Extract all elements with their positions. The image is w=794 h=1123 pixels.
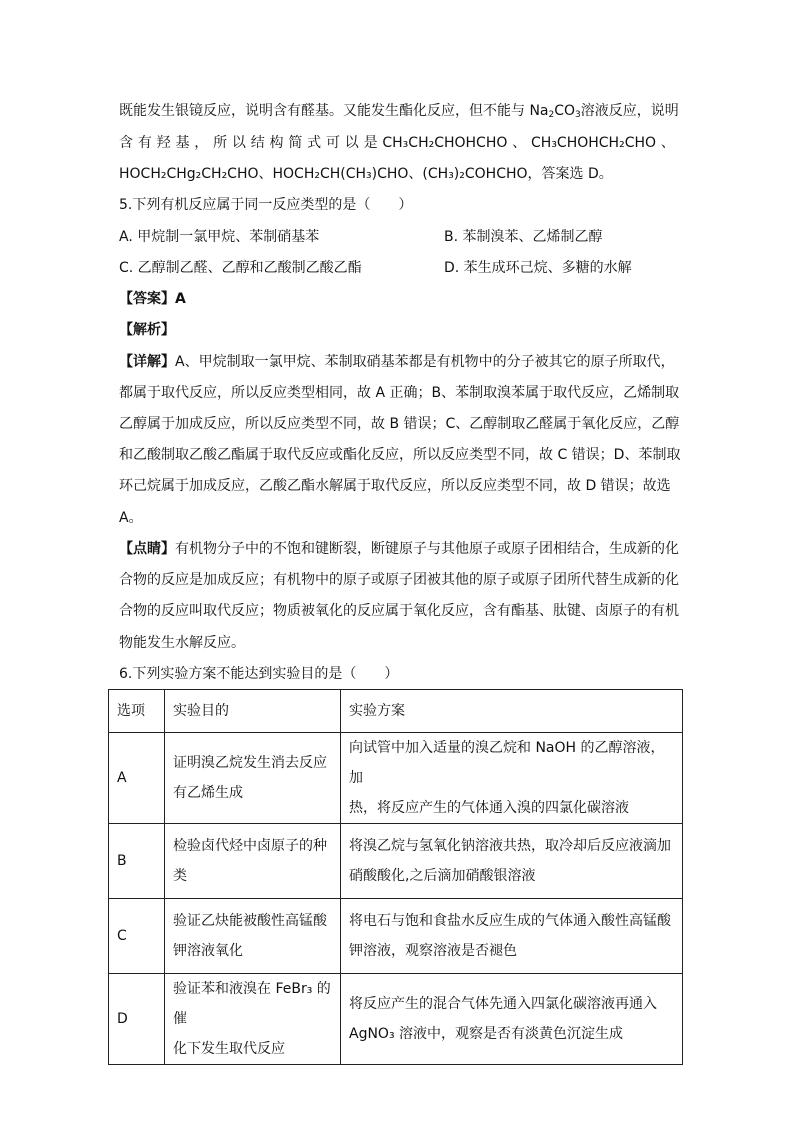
formula-1: CH₃CH₂CHOHCHO xyxy=(382,135,508,151)
q5-option-d: D. 苯生成环己烷、多糖的水解 xyxy=(444,260,632,276)
header-option: 选项 xyxy=(109,690,165,733)
table-row xyxy=(109,899,683,974)
detail-label: 【详解】 xyxy=(119,354,175,370)
q4-line-2-char: 含 xyxy=(119,135,133,151)
plan-line: 钾溶液，观察溶液是否褪色 xyxy=(349,943,517,959)
q4-line-2-char: 式 xyxy=(307,135,322,151)
purpose-line: 验证苯和液溴在 FeBr₃ 的催 xyxy=(173,981,331,1027)
q4-line-2-char: 所 xyxy=(213,135,228,151)
q4-line-2-char: 简 xyxy=(288,135,303,151)
q5-detail-line-2: 都属于取代反应，所以反应类型相同，故 A 正确；B、苯制取溴苯属于取代反应，乙烯制取 xyxy=(119,385,680,401)
plan-line: 硝酸酸化,之后滴加硝酸银溶液 xyxy=(349,868,536,884)
q5-detail-line-6: A。 xyxy=(119,510,143,526)
row-plan xyxy=(341,733,683,824)
q4-explanation-line-2 xyxy=(119,133,675,153)
table-row xyxy=(109,824,683,899)
row-plan xyxy=(341,899,683,974)
separator: 、 xyxy=(512,135,527,151)
plan-line: 热，将反应产生的气体通入溴的四氯化碳溶液 xyxy=(349,800,629,816)
table-row xyxy=(109,733,683,824)
q4-explanation-line-3: HOCH₂CHg₂CH₂CHO、HOCH₂CH(CH₃)CHO、(CH₃)₂COHCHO，答案选 D。 xyxy=(119,166,613,182)
row-plan xyxy=(341,974,683,1065)
q5-tip-line-2: 合物的反应是加成反应；有机物中的原子或原子团被其他的原子或原子团所代替生成新的化 xyxy=(119,572,679,588)
q5-tip-line-1 xyxy=(119,539,679,559)
q6-stem: 6.下列实验方案不能达到实验目的是（ ） xyxy=(119,666,399,682)
q5-detail-line-5: 环己烷属于加成反应，乙酸乙酯水解属于取代反应，所以反应类型不同，故 D 错误；故选 xyxy=(119,478,671,494)
tip-text: 有机物分子中的不饱和键断裂，断键原子与其他原子或原子团相结合，生成新的化 xyxy=(175,541,679,557)
q5-option-a: A. 甲烷制一氯甲烷、苯制硝基苯 xyxy=(119,229,320,245)
purpose-line: 检验卤代烃中卤原子的种 xyxy=(173,838,327,854)
q5-detail-line-3: 乙醇属于加成反应，所以反应类型不同，故 B 错误；C、乙醇制取乙醛属于氧化反应，乙醇 xyxy=(119,416,680,432)
formula-2: CH₃CHOHCH₂CHO xyxy=(531,135,657,151)
q4-line-2-char: 羟 xyxy=(156,135,171,151)
purpose-line: 证明溴乙烷发生消去反应 xyxy=(173,755,327,771)
purpose-line: 有乙烯生成 xyxy=(173,785,243,801)
tip-label: 【点睛】 xyxy=(119,541,175,557)
row-option: A xyxy=(109,733,165,824)
row-option: C xyxy=(109,899,165,974)
row-purpose xyxy=(165,899,341,974)
plan-line: 将反应产生的混合气体先通入四氯化碳溶液再通入 xyxy=(349,996,657,1012)
purpose-line: 钾溶液氧化 xyxy=(173,943,243,959)
q5-tip-line-3: 合物的反应叫取代反应；物质被氧化的反应属于氧化反应，含有酯基、肽键、卤原子的有机 xyxy=(119,603,679,619)
q4-line-2-char: 结 xyxy=(250,135,265,151)
purpose-line: 化下发生取代反应 xyxy=(173,1041,285,1057)
q4-line-1-text-c: 溶液反应，说明 xyxy=(580,103,679,119)
row-option: D xyxy=(109,974,165,1065)
q4-explanation-line-1: 既能发生银镜反应，说明含有醛基。又能发生酯化反应，但不能与 $Na_2CO_3$溶液反应，说明 xyxy=(119,103,679,120)
plan-line: 将电石与饱和食盐水反应生成的气体通入酸性高锰酸 xyxy=(349,913,671,929)
q4-line-2-char: 有 xyxy=(137,135,152,151)
q5-option-b: B. 苯制溴苯、乙烯制乙醇 xyxy=(444,229,603,245)
q4-line-1-text-b: CO xyxy=(554,103,576,119)
q4-line-2-char: 构 xyxy=(269,135,284,151)
plan-line: AgNO₃ 溶液中，观察是否有淡黄色沉淀生成 xyxy=(349,1026,624,1042)
q4-line-2-char: 以 xyxy=(344,135,359,151)
plan-line: 向试管中加入适量的溴乙烷和 NaOH 的乙醇溶液，加 xyxy=(349,740,665,786)
q4-line-2-char: ， xyxy=(194,135,209,151)
row-plan xyxy=(341,824,683,899)
q5-detail-line-1 xyxy=(119,352,675,372)
q5-tip-line-4: 物能发生水解反应。 xyxy=(119,635,245,651)
row-purpose xyxy=(165,733,341,824)
table-row xyxy=(109,974,683,1065)
q4-line-2-char: 基 xyxy=(175,135,190,151)
header-purpose: 实验目的 xyxy=(165,690,341,733)
q5-answer: 【答案】A xyxy=(119,291,186,307)
separator: 、 xyxy=(660,135,675,151)
header-plan: 实验方案 xyxy=(341,690,683,733)
plan-line: 将溴乙烷与氢氧化钠溶液共热，取冷却后反应液滴加 xyxy=(349,838,671,854)
purpose-line: 类 xyxy=(173,868,187,884)
row-purpose xyxy=(165,824,341,899)
q5-option-c: C. 乙醇制乙醛、乙醇和乙酸制乙酸乙酯 xyxy=(119,260,362,276)
detail-text: A、甲烷制取一氯甲烷、苯制取硝基苯都是有机物中的分子被其它的原子所取代， xyxy=(175,354,675,370)
table-header-row xyxy=(109,690,683,733)
q5-stem: 5.下列有机反应属于同一反应类型的是（ ） xyxy=(119,197,413,213)
row-purpose xyxy=(165,974,341,1065)
q4-line-2-char: 可 xyxy=(325,135,340,151)
q5-analysis-label: 【解析】 xyxy=(119,322,175,338)
q5-detail-line-4: 和乙酸制取乙酸乙酯属于取代反应或酯化反应，所以反应类型不同，故 C 错误；D、苯制取 xyxy=(119,447,681,463)
q4-line-2-char: 是 xyxy=(363,135,378,151)
experiment-table xyxy=(108,689,683,1065)
q4-line-1-text-a: 既能发生银镜反应，说明含有醛基。又能发生酯化反应，但不能与 Na xyxy=(119,103,549,119)
purpose-line: 验证乙炔能被酸性高锰酸 xyxy=(173,913,327,929)
row-option: B xyxy=(109,824,165,899)
q4-line-2-char: 以 xyxy=(231,135,246,151)
